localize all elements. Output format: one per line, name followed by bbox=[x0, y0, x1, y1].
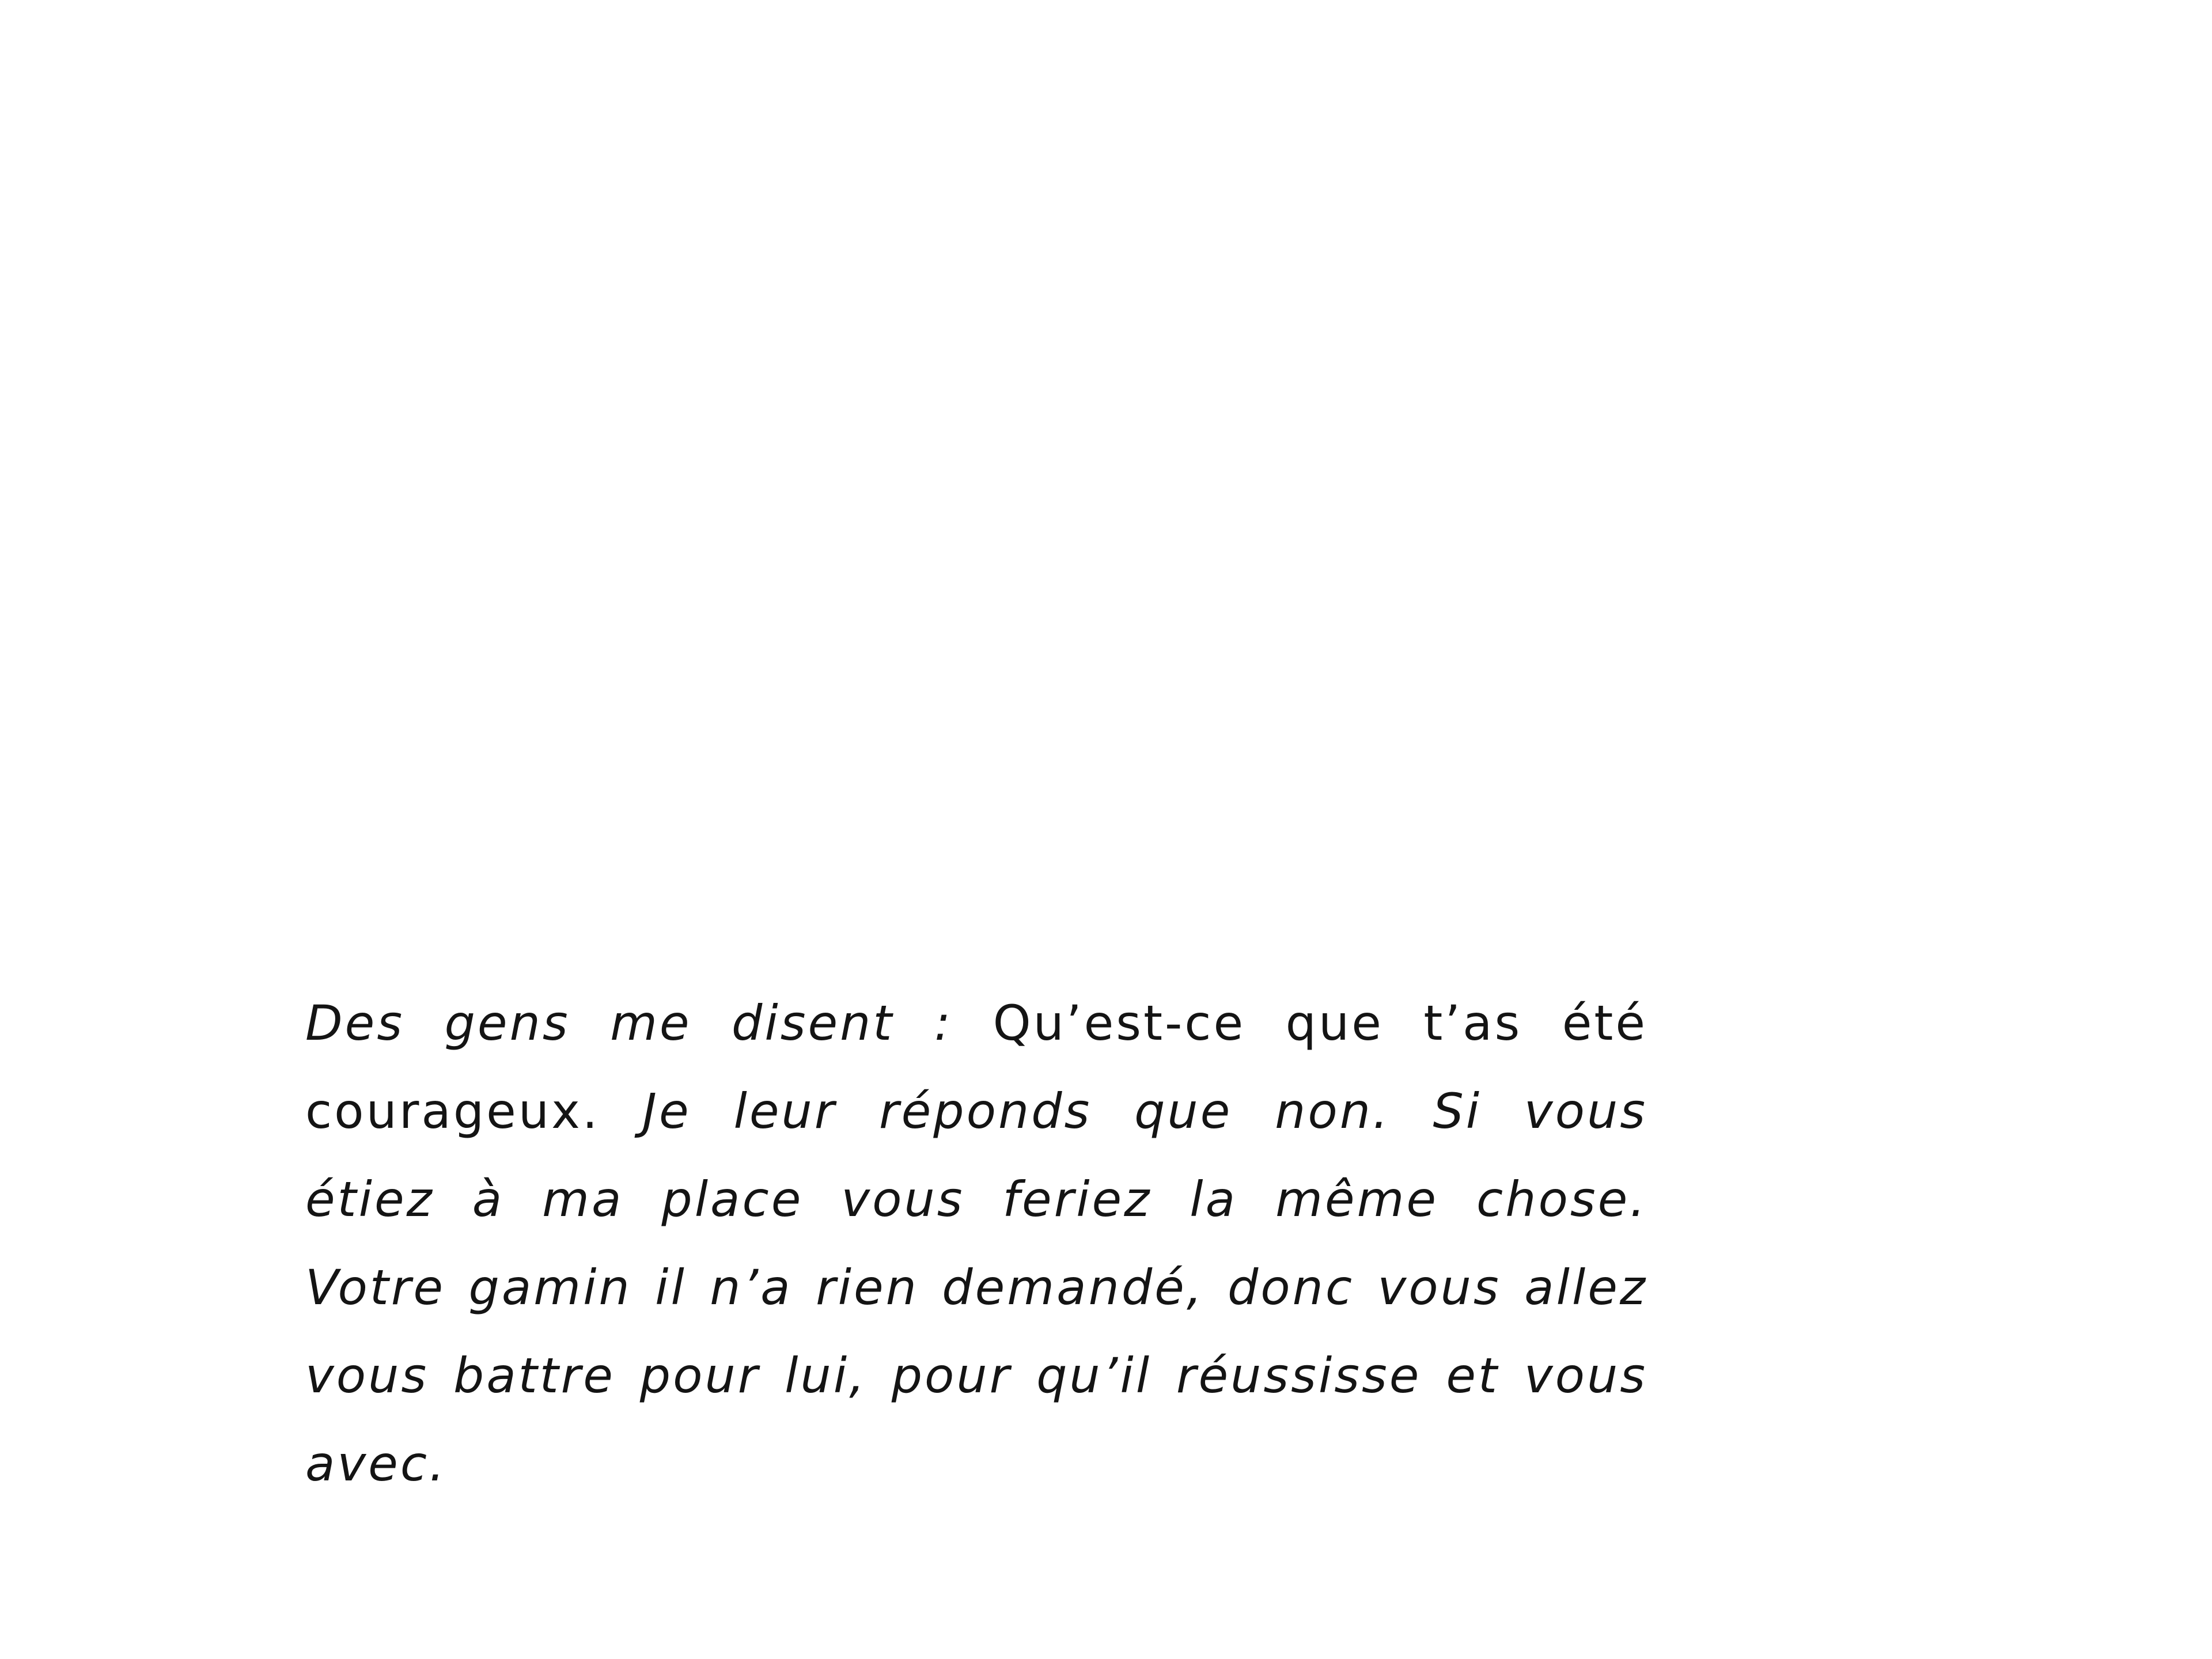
quote-intro: Des gens me disent : bbox=[305, 995, 993, 1051]
quote-paragraph bbox=[305, 979, 1647, 1508]
quote-spoken-words: Qu’est-ce que t’as été courageux. bbox=[305, 995, 1647, 1139]
quote-response: Je leur réponds que non. Si vous étiez à ma place vous feriez la même chose. Votre gamin il n’a rien demandé, donc vous allez vous battre pour lui, pour qu’il réussisse et vous avec. bbox=[305, 1083, 1647, 1492]
